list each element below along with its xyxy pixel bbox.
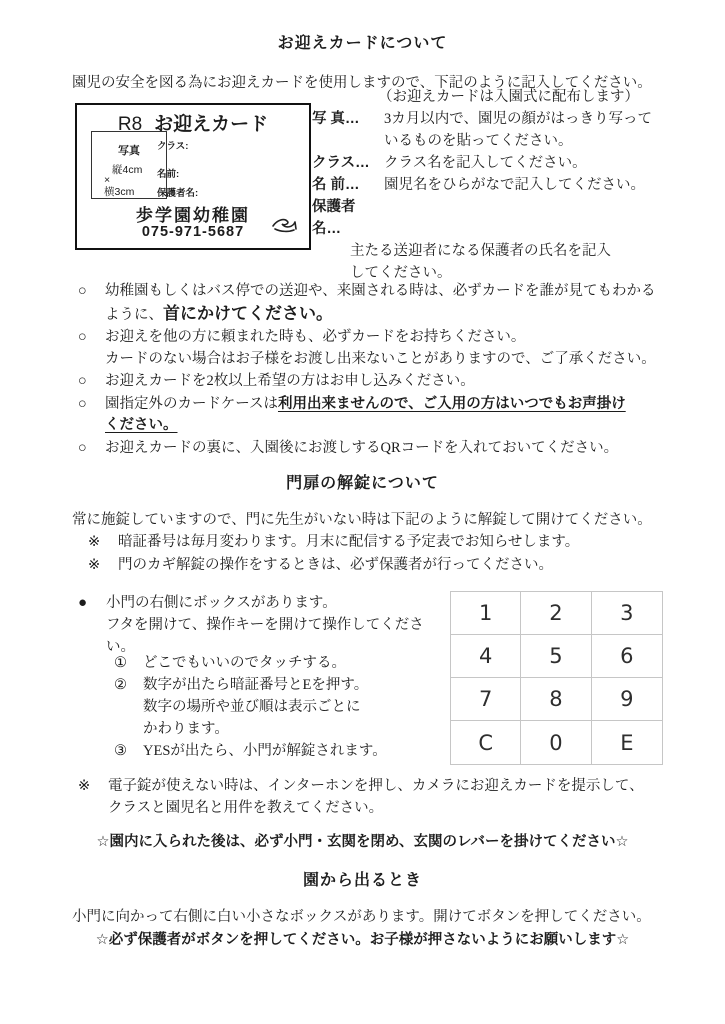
box-instruction	[78, 592, 448, 658]
emphasized-text: 首にかけてください。	[163, 303, 333, 323]
card-field-guardian: 保護者名:	[157, 188, 199, 199]
step-line: 数字の場所や並び順は表示ごとに	[143, 699, 361, 715]
legend-text: いるものを貼ってください。	[384, 133, 573, 149]
steps-list	[114, 652, 387, 762]
bullet-item	[78, 327, 664, 370]
underlined-text: 利用出来ませんので、ご入用の方はいつでもお声掛け	[277, 395, 626, 412]
legend-guardian-text: 主たる送迎者になる保護者の氏名を記入	[350, 243, 611, 259]
keypad-key: E	[620, 730, 634, 755]
keypad-key: 5	[521, 635, 591, 678]
legend-label: 写 真…	[312, 111, 360, 127]
photo-box	[91, 131, 167, 199]
keypad-illustration	[450, 591, 663, 765]
bullet-marker: ○	[78, 439, 87, 456]
step-number: ②	[114, 677, 127, 693]
mascot-doodle-icon	[269, 213, 299, 240]
exit-instruction: 小門に向かって右側に白い小さなボックスがあります。開けてボタンを押してください。	[72, 909, 651, 925]
legend-label: クラス…	[312, 155, 370, 171]
bullet-text: お迎えカードの裏に、入園後にお渡しするQRコードを入れておいてください。	[105, 439, 619, 456]
keypad-key: 3	[592, 592, 662, 635]
bullet-line-pre: 園指定外のカードケースは	[105, 395, 278, 412]
step-text: YESが出たら、小門が解錠されます。	[143, 743, 387, 759]
legend-guardian-label: 保護者名…	[312, 199, 356, 237]
section3-title: 園から出るとき	[302, 872, 422, 889]
box-line: 小門の右側にボックスがあります。	[106, 595, 337, 611]
step-text	[143, 674, 368, 740]
photo-height-label: 縦4cm	[112, 164, 143, 176]
bullet-text	[105, 394, 664, 437]
card-year-label: R8	[117, 114, 143, 135]
step-item	[114, 740, 387, 762]
intercom-line: 電子錠が使えない時は、インターホンを押し、カメラにお迎えカードを提示して、	[108, 778, 644, 794]
intercom-line: クラスと園児名と用件を教えてください。	[108, 800, 384, 816]
photo-label: 写真	[118, 145, 140, 157]
note-item	[88, 554, 579, 577]
school-name: 歩学園幼稚園	[136, 206, 250, 225]
box-instruction-text	[106, 592, 448, 658]
bullet-line: お迎えを他の方に頼まれた時も、必ずカードをお持ちください。	[105, 329, 526, 345]
note-marker: ※	[88, 556, 101, 573]
box-line: フタを開けて、操作キーを開けて操作してください。	[106, 617, 424, 655]
card-legend	[312, 86, 712, 284]
pickup-card-illustration	[75, 103, 311, 250]
keypad-key: 0	[521, 721, 591, 764]
legend-text: 3カ月以内で、園児の顔がはっきり写って	[384, 111, 652, 127]
bullet-line: 幼稚園もしくはバス停での送迎や、来園される時は、必ずカードを誰が見てもわかる	[105, 283, 656, 299]
intercom-note-text	[108, 775, 644, 819]
card-field-class: クラス:	[157, 141, 189, 152]
step-number: ③	[114, 743, 127, 759]
card-name-label: お迎えカード	[154, 114, 269, 135]
note-text: 門のカギ解錠の操作をするときは、必ず保護者が行ってください。	[118, 556, 553, 573]
legend-text: クラス名を記入してください。	[384, 155, 587, 171]
bullet-line	[105, 394, 664, 416]
section2-notes	[88, 531, 579, 576]
section2-intro: 常に施錠していますので、門に先生がいない時は下記のように解錠して開けてください。	[72, 512, 652, 528]
legend-row	[312, 152, 712, 174]
bullet-line	[105, 415, 664, 437]
bullet-line-pre: ように、	[105, 306, 163, 323]
bullet-text: お迎えカードを2枚以上希望の方はお申し込みください。	[105, 373, 475, 389]
bullet-marker: ○	[78, 373, 87, 389]
step-item	[114, 674, 387, 740]
keypad-key: 8	[521, 678, 591, 721]
disc-bullet-marker: ●	[78, 595, 88, 611]
exit-warning: ☆必ず保護者がボタンを押してください。お子様が押さないようにお願いします☆	[95, 932, 630, 948]
bullet-item	[78, 371, 664, 393]
note-item	[88, 531, 579, 554]
note-marker: ※	[88, 534, 101, 550]
intercom-note	[78, 775, 668, 819]
step-line: かわります。	[143, 721, 229, 737]
section1-intro: 園児の安全を図る為にお迎えカードを使用しますので、下記のように記入してください。	[72, 75, 652, 91]
phone-number: 075-971-5687	[141, 224, 245, 240]
photo-width-label: 横3cm	[104, 186, 135, 198]
photo-times-label: ×	[104, 174, 111, 186]
step-number: ①	[114, 655, 127, 671]
bullet-marker: ○	[78, 329, 87, 345]
bullet-text	[105, 327, 664, 370]
note-text: 暗証番号は毎月変わります。月末に配信する予定表でお知らせします。	[118, 534, 580, 550]
legend-guardian-text: してください。	[350, 265, 452, 281]
gate-warning: ☆園内に入られた後は、必ず小門・玄関を閉め、玄関のレバーを掛けてください☆	[96, 834, 629, 850]
bullet-list	[78, 281, 664, 460]
bullet-line	[105, 303, 664, 327]
legend-row	[312, 108, 712, 130]
keypad-key: 7	[451, 678, 521, 721]
keypad-key: 2	[521, 592, 591, 635]
bullet-marker: ○	[78, 395, 87, 412]
bullet-text	[105, 281, 664, 326]
keypad-key: 9	[592, 678, 662, 721]
note-marker: ※	[78, 778, 91, 794]
step-item	[114, 652, 387, 674]
section1-title: お迎えカードについて	[277, 35, 448, 52]
legend-text: 園児名をひらがなで記入してください。	[384, 177, 645, 193]
step-text: どこでもいいのでタッチする。	[143, 655, 346, 671]
keypad-key: 6	[592, 635, 662, 678]
keypad-key: 1	[451, 592, 521, 635]
keypad-key: 4	[451, 635, 521, 678]
keypad-key: C	[451, 721, 521, 764]
step-line: 数字が出たら暗証番号とEを押す。	[143, 677, 369, 693]
handout-note: （お迎えカードは入園式に配布します）	[378, 89, 639, 105]
bullet-marker: ○	[78, 283, 87, 299]
bullet-item	[78, 394, 664, 437]
card-field-name: 名前:	[157, 169, 180, 180]
legend-row	[312, 130, 712, 152]
section2-title: 門扉の解錠について	[286, 475, 439, 492]
underlined-text: ください。	[105, 417, 178, 433]
legend-row	[312, 174, 712, 196]
legend-label	[312, 130, 384, 152]
legend-label: 名 前…	[312, 177, 360, 193]
bullet-line: カードのない場合はお子様をお渡し出来ないことがありますので、ご了承ください。	[105, 350, 656, 367]
bullet-item	[78, 281, 664, 326]
bullet-item	[78, 438, 664, 460]
